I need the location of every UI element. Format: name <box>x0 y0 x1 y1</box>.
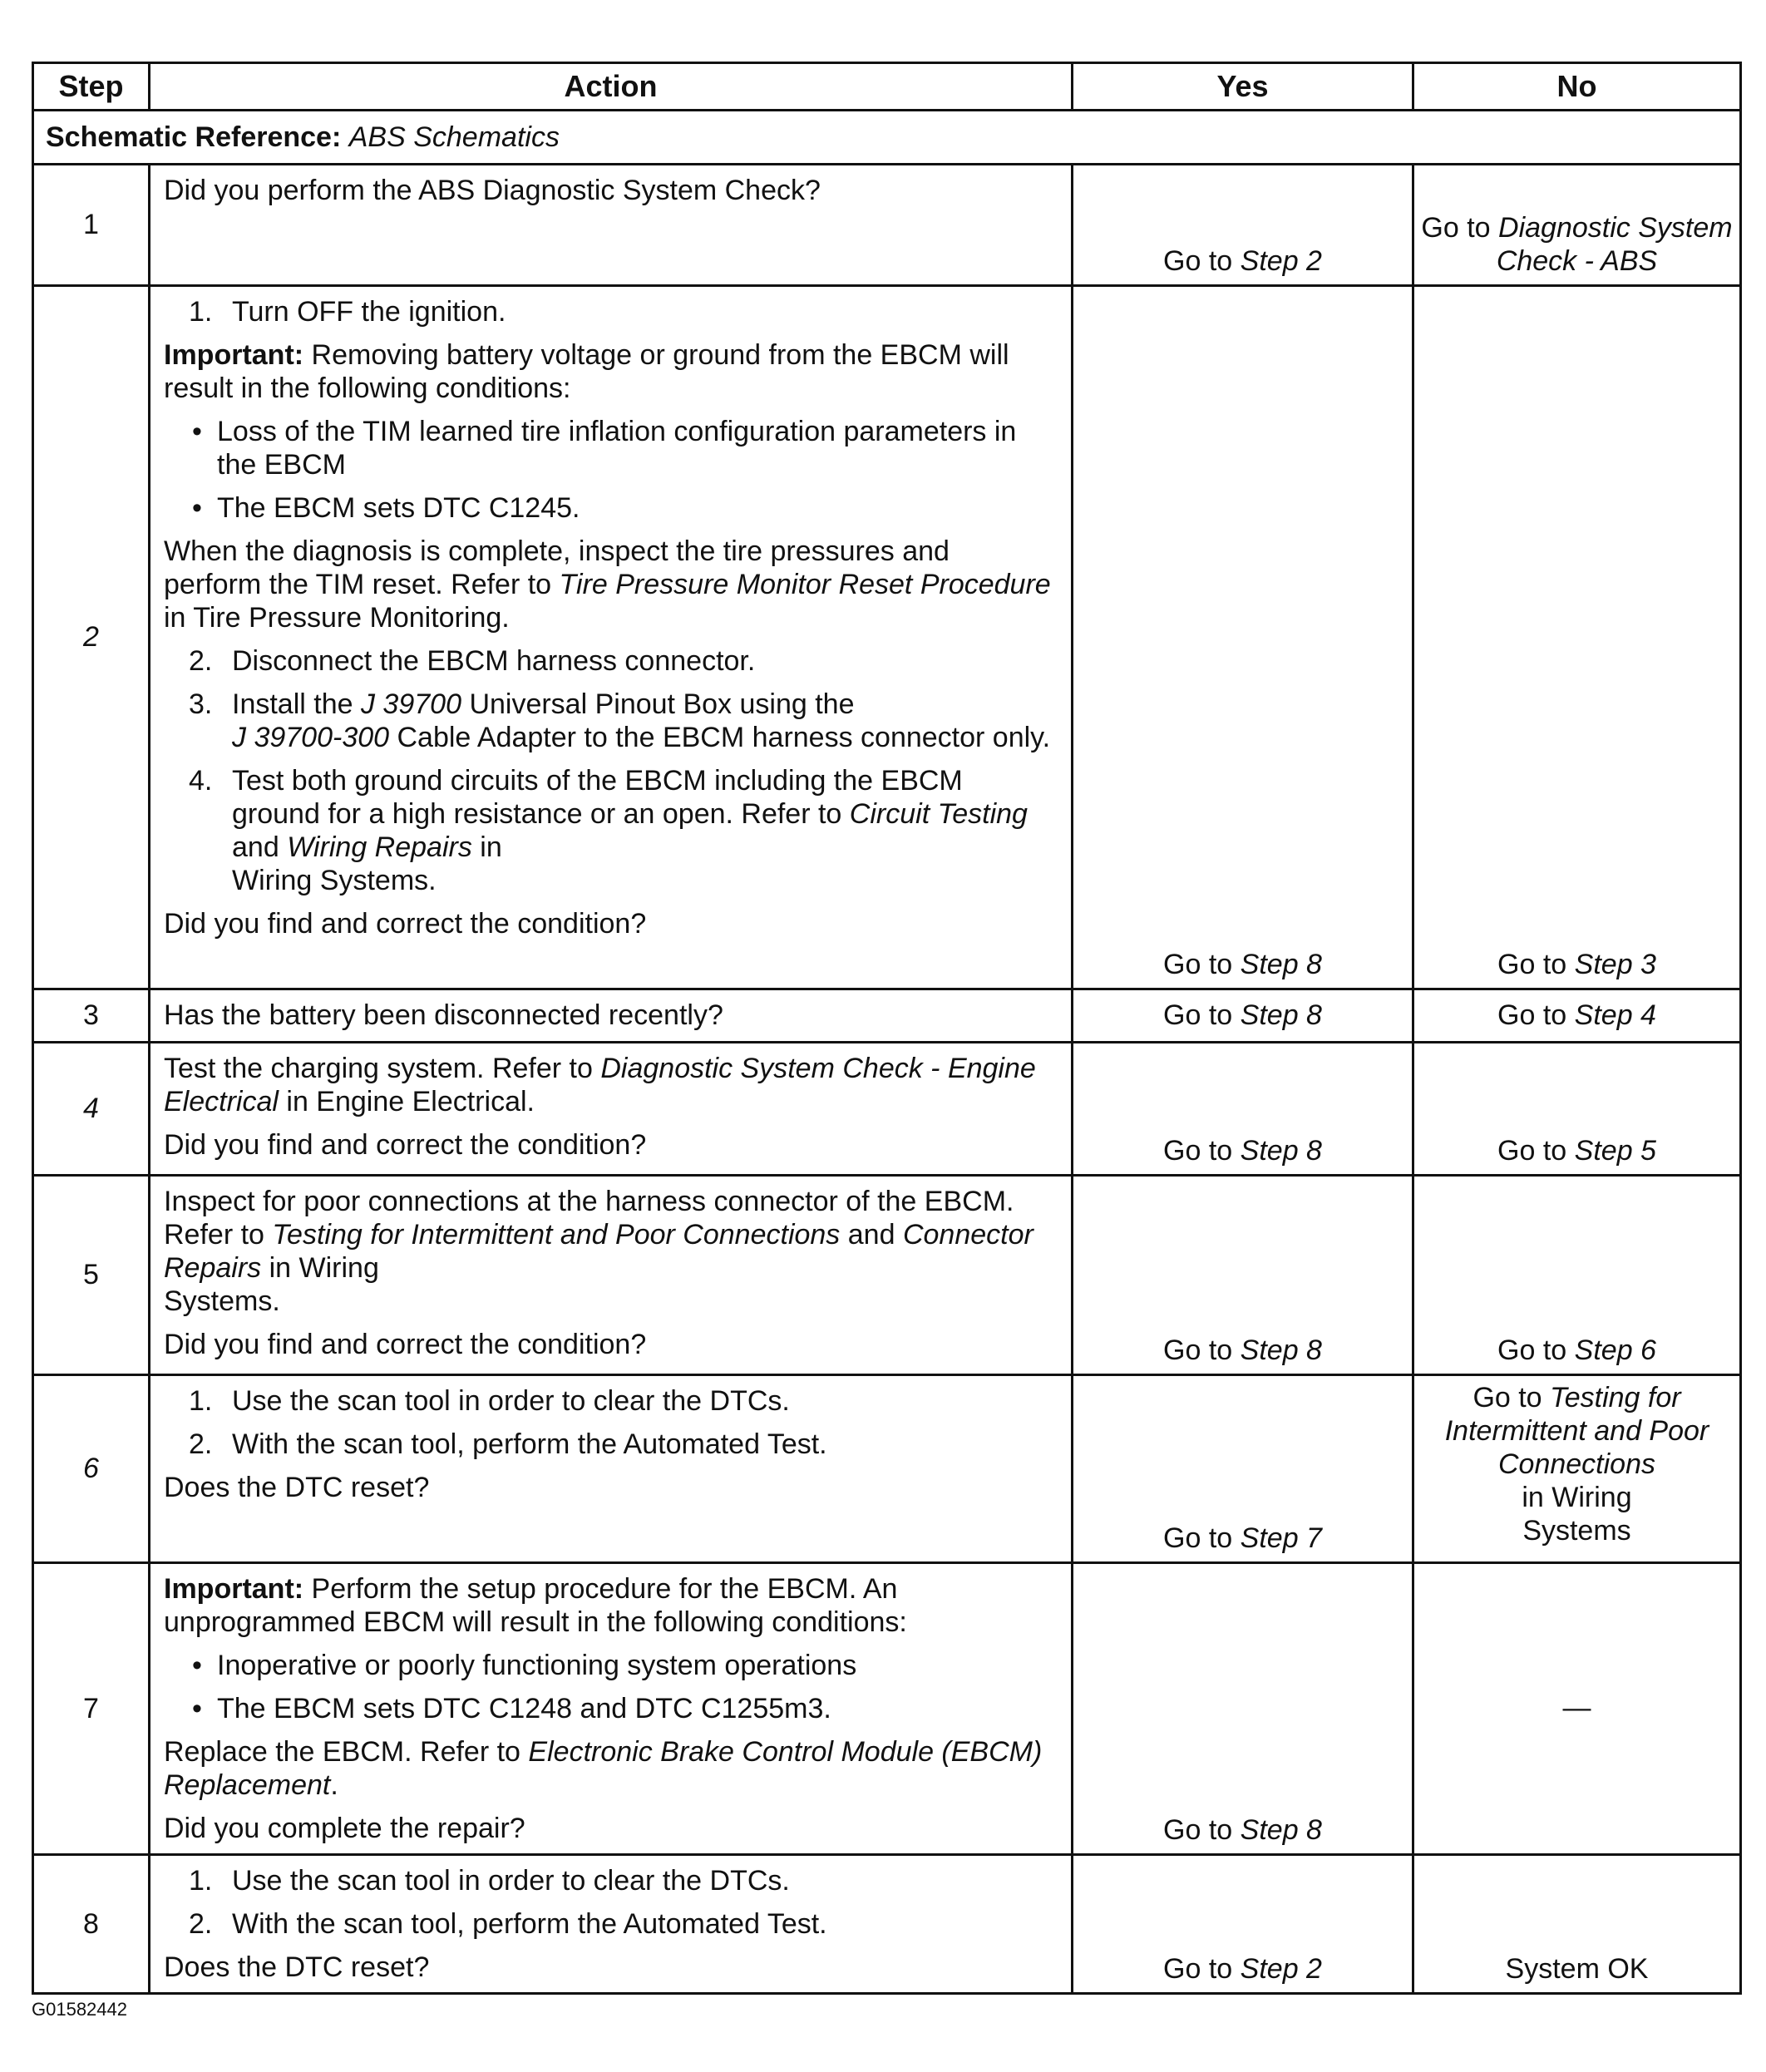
table-row <box>33 286 1741 989</box>
schematic-reference <box>33 111 1741 165</box>
numbered-item: 3. Install the J 39700 Universal Pinout Box using the J 39700-300 Cable Adapter to the EBCM harness connector only. <box>189 688 1051 753</box>
no-dash: — <box>1562 1692 1591 1724</box>
yes-cell: Go to Step 8 <box>1073 1043 1413 1176</box>
figure-id: G01582442 <box>32 1999 127 2020</box>
action-cell <box>150 1176 1073 1375</box>
step-number: 4 <box>33 1043 150 1176</box>
numbered-item: 2. With the scan tool, perform the Automated Test. <box>189 1908 827 1940</box>
action-cell <box>150 165 1073 286</box>
numbered-item: 1. Use the scan tool in order to clear the DTCs. <box>189 1385 790 1417</box>
reference-link[interactable]: Electronic Brake Control Module (EBCM) Replacement <box>164 1736 1043 1801</box>
no-link[interactable]: Step 4 <box>1574 999 1656 1031</box>
goto-text: Go to <box>1421 212 1491 244</box>
step-number: 7 <box>33 1563 150 1855</box>
reference-link[interactable]: Tire Pressure Monitor Reset Procedure <box>559 569 1051 600</box>
no-cell <box>1413 165 1741 286</box>
bullet-item: • The EBCM sets DTC C1248 and DTC C1255m3. <box>192 1693 831 1724</box>
no-link[interactable]: Testing for Intermittent and Poor Connections <box>1444 1382 1709 1480</box>
table-row <box>33 165 1741 286</box>
question-text: Has the battery been disconnected recently? <box>164 999 723 1031</box>
action-cell <box>150 1375 1073 1563</box>
yes-link[interactable]: Step 8 <box>1240 999 1322 1031</box>
schematic-value: ABS Schematics <box>348 121 560 153</box>
yes-link[interactable]: Step 8 <box>1240 949 1322 980</box>
bullet-item: • The EBCM sets DTC C1245. <box>192 492 580 524</box>
step-number: 2 <box>33 286 150 989</box>
no-result: System OK <box>1505 1953 1649 1985</box>
numbered-item: 4. Test both ground circuits of the EBCM including the EBCM ground for a high resistance or an open. Refer to Circuit Testing and Wiring Repairs in Wiring Systems. <box>189 765 1028 896</box>
question-text: Did you complete the repair? <box>164 1813 525 1844</box>
yes-link[interactable]: Step 2 <box>1240 1953 1322 1985</box>
step-number: 5 <box>33 1176 150 1375</box>
reference-link[interactable]: Circuit Testing <box>849 798 1028 830</box>
step-number: 8 <box>33 1855 150 1994</box>
header-action: Action <box>150 63 1073 111</box>
yes-cell: Go to Step 8 <box>1073 1563 1413 1855</box>
action-cell <box>150 1043 1073 1176</box>
diagnostic-table-container <box>32 62 1739 1995</box>
tool-ref: J 39700 <box>360 688 461 720</box>
no-cell: Go to Step 6 <box>1413 1176 1741 1375</box>
reference-link[interactable]: Wiring Repairs <box>287 831 472 863</box>
header-row <box>33 63 1741 111</box>
reference-link[interactable]: Connector Repairs <box>164 1219 1033 1284</box>
yes-cell: Go to Step 8 <box>1073 989 1413 1043</box>
no-cell: Go to Testing for Intermittent and Poor Connections in Wiring Systems <box>1413 1375 1741 1563</box>
no-cell: Go to Step 3 <box>1413 286 1741 989</box>
yes-cell <box>1073 165 1413 286</box>
yes-cell: Go to Step 8 <box>1073 286 1413 989</box>
numbered-item: 1. Turn OFF the ignition. <box>189 296 506 328</box>
yes-link[interactable]: Step 7 <box>1240 1522 1322 1554</box>
table-row <box>33 1375 1741 1563</box>
no-link[interactable]: Diagnostic System Check - ABS <box>1496 212 1733 277</box>
instruction-text: Test the charging system. Refer to Diagnostic System Check - Engine Electrical in Engine Electrical. <box>164 1053 1036 1117</box>
yes-cell: Go to Step 7 <box>1073 1375 1413 1563</box>
header-yes: Yes <box>1073 63 1413 111</box>
question-text: Did you find and correct the condition? <box>164 908 647 940</box>
important-note: Important: Removing battery voltage or ground from the EBCM will result in the following conditions: <box>164 339 1009 404</box>
schematic-label: Schematic Reference: <box>46 121 342 153</box>
yes-cell: Go to Step 8 <box>1073 1176 1413 1375</box>
table-row <box>33 989 1741 1043</box>
yes-cell: Go to Step 2 <box>1073 1855 1413 1994</box>
numbered-item: 2. Disconnect the EBCM harness connector. <box>189 645 756 677</box>
header-step: Step <box>33 63 150 111</box>
question-text: Did you find and correct the condition? <box>164 1329 647 1360</box>
no-link[interactable]: Step 3 <box>1574 949 1656 980</box>
table-row <box>33 1043 1741 1176</box>
question-text: Does the DTC reset? <box>164 1951 430 1983</box>
numbered-item: 1. Use the scan tool in order to clear the DTCs. <box>189 1865 790 1897</box>
yes-link[interactable]: Step 2 <box>1240 245 1322 277</box>
instruction-text: When the diagnosis is complete, inspect the tire pressures and perform the TIM reset. Refer to Tire Pressure Monitor Reset Procedure in Tire Pressure Monitoring. <box>164 535 1051 634</box>
no-cell: Go to Step 5 <box>1413 1043 1741 1176</box>
bullet-item: • Loss of the TIM learned tire inflation configuration parameters in the EBCM <box>192 416 1017 481</box>
bullet-item: • Inoperative or poorly functioning system operations <box>192 1650 857 1681</box>
header-no: No <box>1413 63 1741 111</box>
tool-ref: J 39700-300 <box>232 722 390 753</box>
goto-text: Go to <box>1163 245 1233 277</box>
question-text: Did you find and correct the condition? <box>164 1129 647 1161</box>
action-cell <box>150 989 1073 1043</box>
instruction-text: Inspect for poor connections at the harness connector of the EBCM. Refer to Testing for Intermittent and Poor Connections and Connector Repairs in Wiring Systems. <box>164 1186 1033 1317</box>
step-number: 1 <box>33 165 150 286</box>
no-link[interactable]: Step 6 <box>1574 1334 1656 1366</box>
action-cell <box>150 1855 1073 1994</box>
instruction-text: Replace the EBCM. Refer to Electronic Brake Control Module (EBCM) Replacement. <box>164 1736 1043 1801</box>
no-link[interactable]: Step 5 <box>1574 1135 1656 1167</box>
numbered-item: 2. With the scan tool, perform the Automated Test. <box>189 1428 827 1460</box>
schematic-row <box>33 111 1741 165</box>
question-text: Did you perform the ABS Diagnostic System Check? <box>164 175 821 206</box>
table-row <box>33 1563 1741 1855</box>
table-row <box>33 1855 1741 1994</box>
important-note: Important: Perform the setup procedure for the EBCM. An unprogrammed EBCM will result in the following conditions: <box>164 1573 907 1638</box>
no-cell: Go to Step 4 <box>1413 989 1741 1043</box>
step-number: 3 <box>33 989 150 1043</box>
action-cell <box>150 286 1073 989</box>
reference-link[interactable]: Testing for Intermittent and Poor Connections <box>272 1219 841 1251</box>
no-cell <box>1413 1563 1741 1855</box>
step-number: 6 <box>33 1375 150 1563</box>
yes-link[interactable]: Step 8 <box>1240 1334 1322 1366</box>
diagnostic-table <box>32 62 1742 1995</box>
question-text: Does the DTC reset? <box>164 1472 430 1503</box>
reference-link[interactable]: Diagnostic System Check - Engine Electrical <box>164 1053 1036 1117</box>
table-row <box>33 1176 1741 1375</box>
yes-link[interactable]: Step 8 <box>1240 1135 1322 1167</box>
no-cell <box>1413 1855 1741 1994</box>
action-cell <box>150 1563 1073 1855</box>
yes-link[interactable]: Step 8 <box>1240 1814 1322 1846</box>
